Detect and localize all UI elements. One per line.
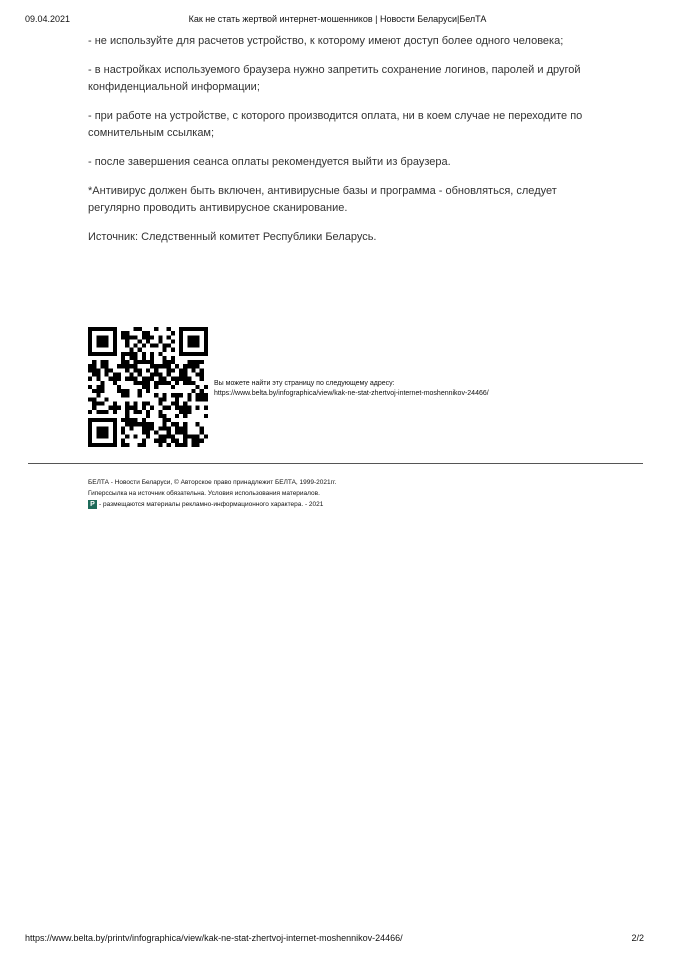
article-body	[88, 33, 588, 258]
paragraph: - не используйте для расчетов устройство, к которому имеют доступ более одного человека;	[88, 35, 564, 47]
print-url: https://www.belta.by/printv/infographica/view/kak-ne-stat-zhertvoj-internet-moshennikov-24466/	[25, 933, 403, 943]
paragraph: *Антивирус должен быть включен, антивирусные базы и программа - обновляться, следует регулярно проводить антивирусное сканирование.	[88, 185, 557, 214]
paragraph: - при работе на устройстве, с которого производится оплата, ни в коем случае не переходите по сомнительным ссылкам;	[88, 110, 583, 139]
source-line: Источник: Следственный комитет Республики Беларусь.	[88, 231, 377, 243]
qr-caption-text: Вы можете найти эту страницу по следующему адресу:	[214, 380, 395, 387]
ad-notice	[88, 499, 336, 510]
ad-notice-text: - размещаются материалы рекламно-информационного характера. - 2021	[99, 501, 324, 508]
hyperlink-notice[interactable]: Гиперссылка на источник обязательна. Условия использования материалов.	[88, 490, 320, 497]
print-date: 09.04.2021	[25, 14, 71, 24]
qr-code	[88, 327, 208, 447]
qr-caption	[214, 379, 489, 399]
paragraph: - после завершения сеанса оплаты рекомендуется выйти из браузера.	[88, 156, 451, 168]
qr-caption-url[interactable]: https://www.belta.by/infographica/view/kak-ne-stat-zhertvoj-internet-moshennikov-24466/	[214, 390, 489, 397]
page-number: 2/2	[631, 933, 644, 943]
paragraph: - в настройках используемого браузера нужно запретить сохранение логинов, паролей и другой конфиденциальной информации;	[88, 64, 581, 93]
qr-code-image	[88, 327, 208, 447]
advertising-badge-icon: P	[88, 500, 97, 509]
site-footer	[88, 477, 336, 510]
footer-divider	[28, 463, 643, 464]
page-title: Как не стать жертвой интернет-мошенников | Новости Беларуси|БелТА	[188, 14, 487, 24]
copyright-line: БЕЛТА - Новости Беларуси, © Авторское право принадлежит БЕЛТА, 1999-2021гг.	[88, 479, 337, 486]
